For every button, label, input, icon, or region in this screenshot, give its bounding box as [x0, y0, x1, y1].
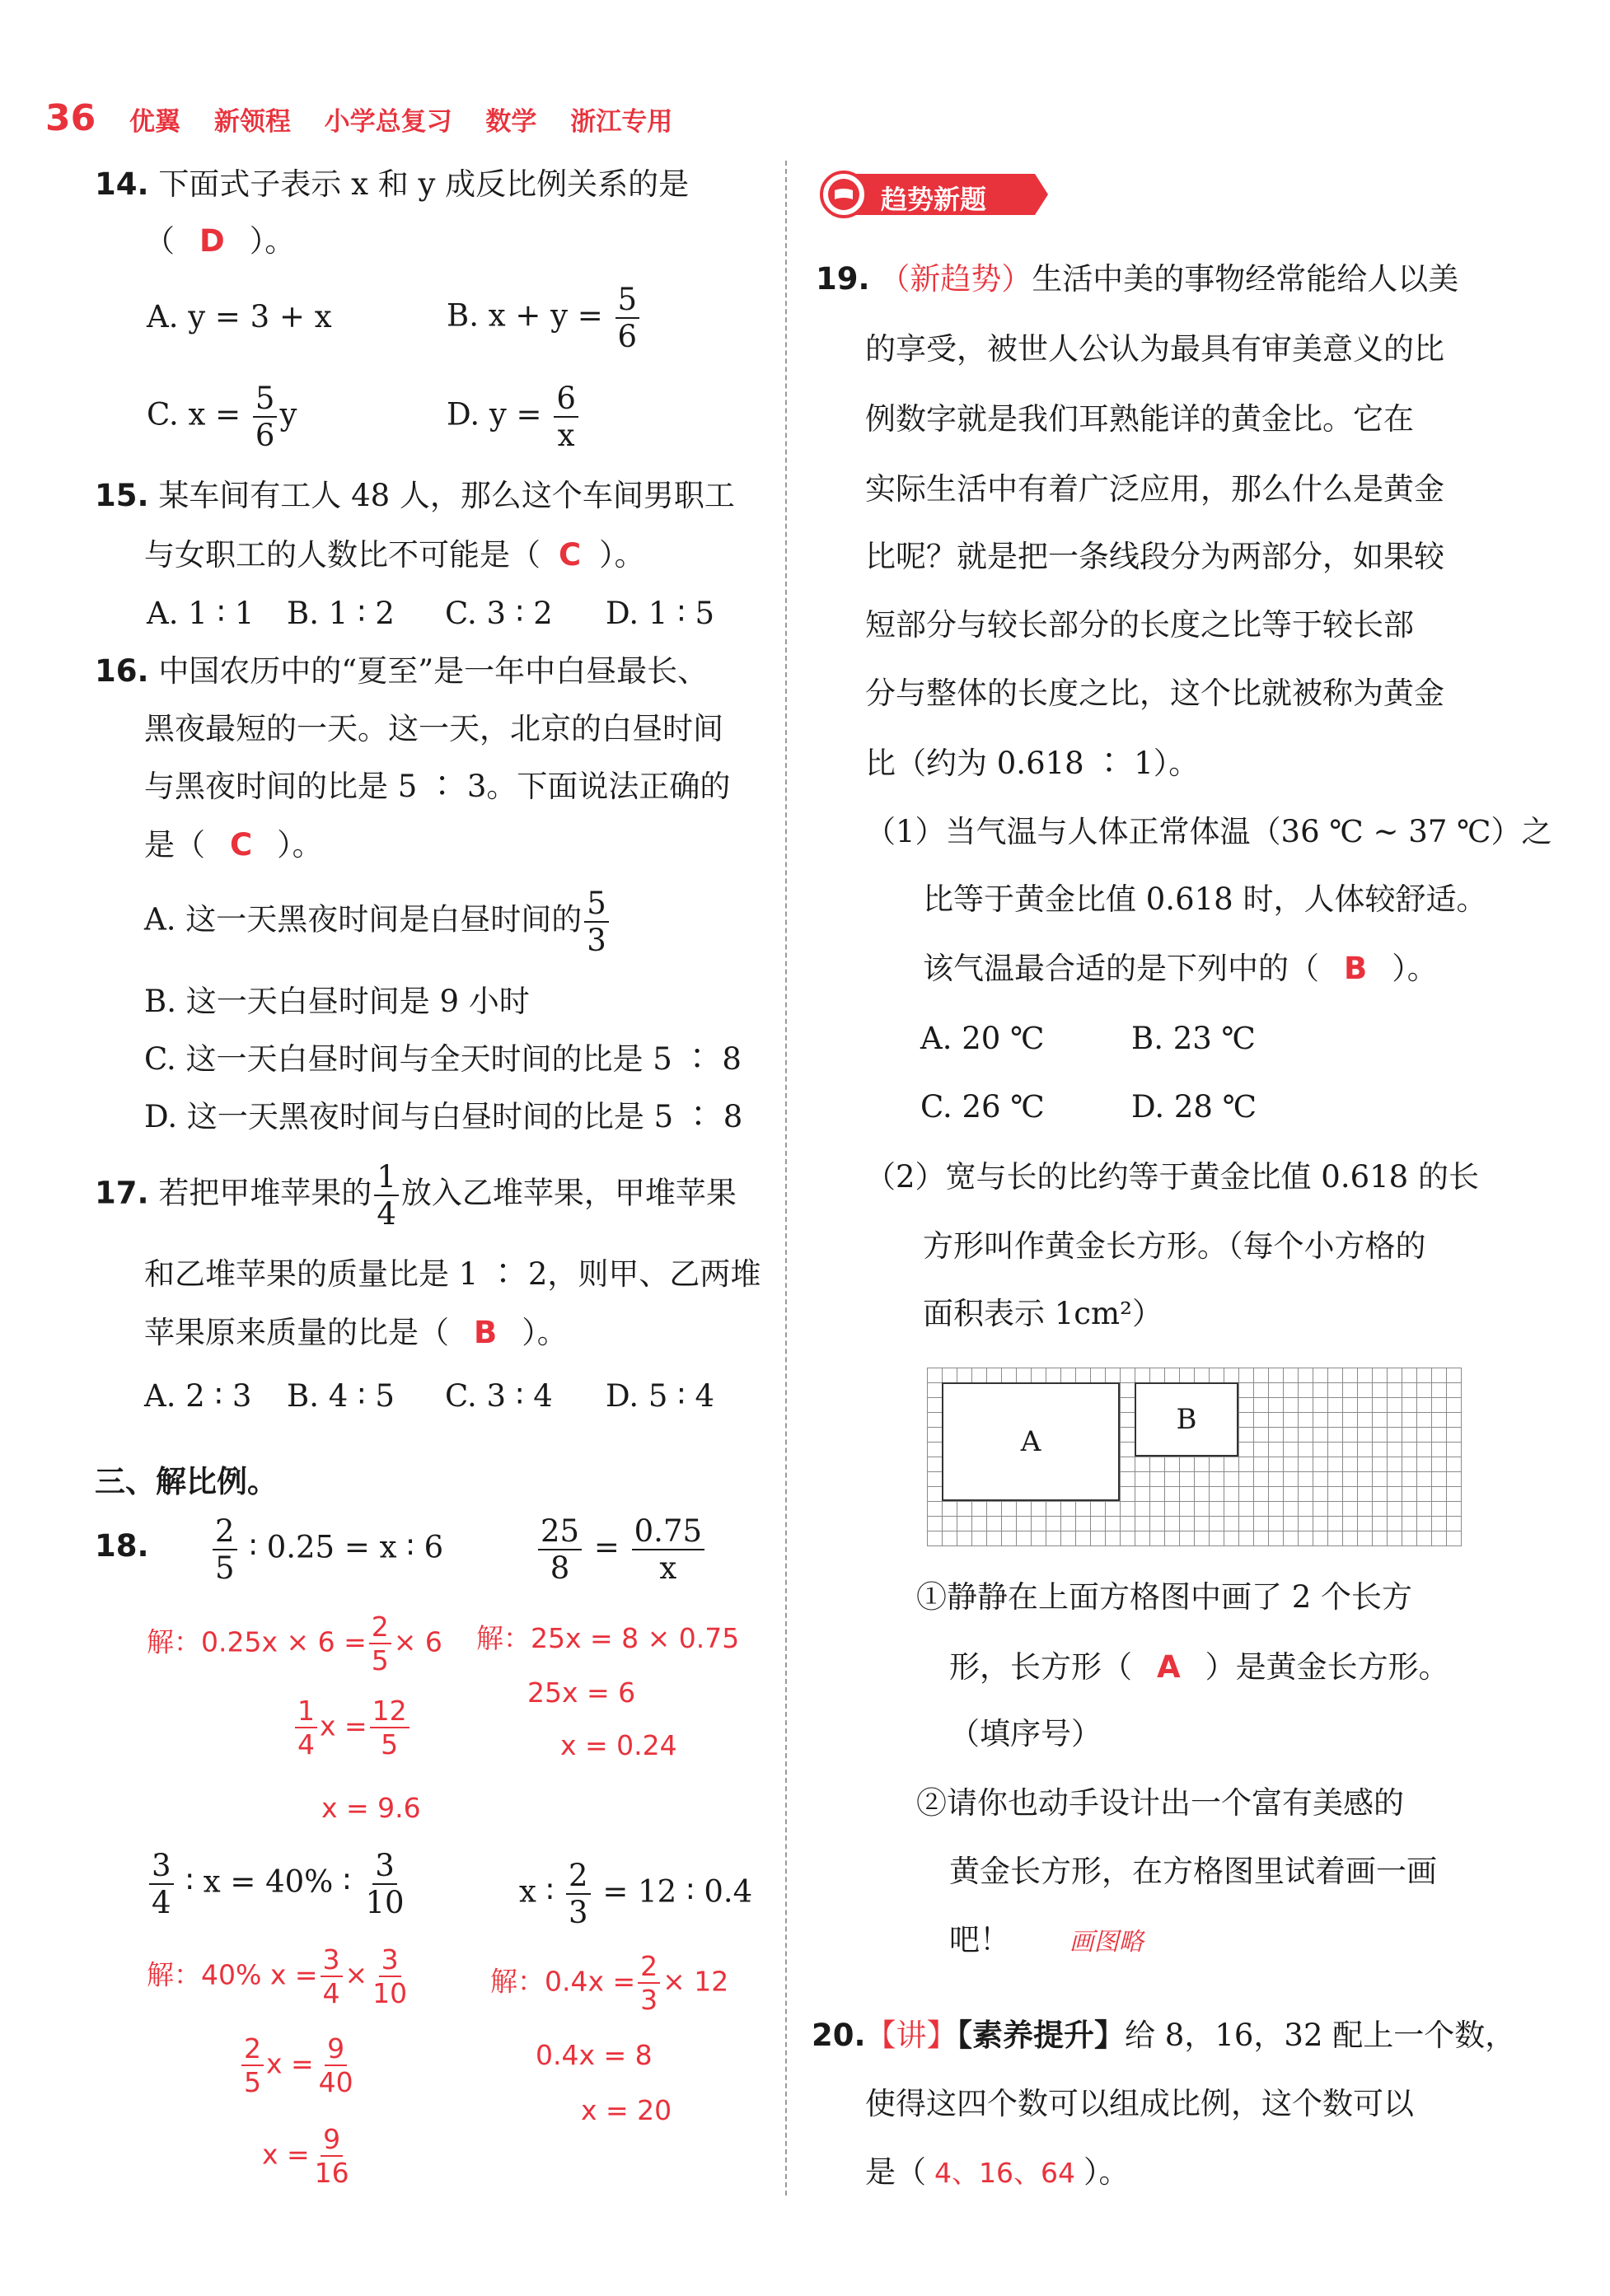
q19-line1: 19. （新趋势）生活中美的事物经常能给人以美 [816, 261, 1459, 297]
q18-solution-1-line2: $\frac{1}{4}$ x = $\frac{12}{5}$ [293, 1697, 412, 1758]
q19-sub1-answer: B [1344, 951, 1368, 986]
q14-answer-line: （ D ）。 [144, 223, 296, 259]
q14-stem: 14. 下面式子表示 x 和 y 成反比例关系的是 [95, 166, 690, 202]
q19-sub1-line2: 比等于黄金比值 0.618 时，人体较舒适。 [923, 881, 1487, 917]
q18-solution-3-line2: $\frac{2}{5}$ x = $\frac{9}{40}$ [239, 2035, 358, 2096]
q18-solution-4-line1: 解：0.4x = $\frac{2}{3}$ × 12 [490, 1950, 729, 2016]
q14-option-c: C. x = $\frac{5}{6}$ y [147, 381, 297, 453]
q17-option-a: A. 2 ∶ 3 [144, 1378, 252, 1414]
header-item: 新领程 [213, 107, 291, 137]
q18-solution-3-line1: 解：40% x = $\frac{3}{4}$ × $\frac{3}{10}$ [147, 1943, 408, 2009]
q15-option-b: B. 1 ∶ 2 [287, 596, 395, 631]
trend-badge [819, 169, 1051, 220]
q17-line3: 苹果原来质量的比是（ B ）。 [144, 1315, 568, 1350]
q19-line: 例数字就是我们耳熟能详的黄金比。它在 [865, 401, 1414, 437]
q18-problem-2: $\frac{25}{8}$ = $\frac{0.75}{x}$ [536, 1516, 707, 1583]
q18-solution-3-line3: x = $\frac{9}{16}$ [262, 2123, 349, 2189]
q19-line: 分与整体的长度之比，这个比就被称为黄金 [865, 676, 1444, 711]
q16-line3: 与黑夜时间的比是 5 ∶ 3。下面说法正确的 [144, 769, 731, 804]
q19-option-a: A. 20 ℃ [920, 1021, 1045, 1056]
q19-option-d: D. 28 ℃ [1131, 1089, 1257, 1125]
q19-sub1-line1: （1）当气温与人体正常体温（36 ℃ ~ 37 ℃）之 [865, 814, 1552, 849]
q19-sub1-line3: 该气温最合适的是下列中的（ B ）。 [923, 951, 1438, 986]
q19-c1-line3: （填序号） [949, 1716, 1102, 1751]
section-title: 三、解比例。 [95, 1464, 278, 1499]
q15-option-d: D. 1 ∶ 5 [606, 596, 715, 631]
q16-line4: 是（ C ）。 [144, 827, 323, 863]
q19-sub2-line1: （2）宽与长的比约等于黄金比值 0.618 的长 [865, 1159, 1479, 1195]
q20-line3: 是（ 4、16、64 ）。 [865, 2154, 1130, 2190]
header-item: 浙江专用 [570, 107, 673, 137]
q20-tag-jiang: 【讲】 [865, 2018, 957, 2053]
q19-line: 实际生活中有着广泛应用，那么什么是黄金 [865, 471, 1444, 507]
q19-option-c: C. 26 ℃ [920, 1089, 1045, 1125]
header-item: 小学总复习 [324, 107, 452, 137]
q18-solution-1-line1: 解：0.25x × 6 = $\frac{2}{5}$ × 6 [147, 1611, 442, 1676]
column-divider [785, 161, 787, 2195]
q14-option-d: D. y = $\frac{6}{x}$ [447, 383, 581, 451]
page-header [45, 97, 697, 139]
q19-c2-line1: ②请你也动手设计出一个富有美感的 [916, 1785, 1404, 1821]
q19-line: 比呢？就是把一条线段分为两部分，如果较 [865, 539, 1444, 574]
q19-sub2-line3: 面积表示 1cm²） [923, 1296, 1163, 1331]
q18-problem-3: $\frac{3}{4}$ ∶ x = 40% ∶ $\frac{3}{10}$ [147, 1850, 410, 1918]
q20-tag-suyang: 【素养提升】 [957, 2018, 1126, 2053]
q19-c2-answer: 画图略 [1069, 1928, 1144, 1957]
q19-sub2-line2: 方形叫作黄金长方形。（每个小方格的 [923, 1228, 1426, 1264]
q19-c2-line2: 黄金长方形，在方格图里试着画一画 [949, 1854, 1437, 1889]
q16-line2: 黑夜最短的一天。这一天，北京的白昼时间 [144, 711, 723, 746]
q15-line2: 与女职工的人数比不可能是（ C ）。 [144, 537, 645, 573]
q16-option-a: A. 这一天黑夜时间是白昼时间的 $\frac{5}{3}$ [144, 888, 611, 956]
q18-solution-2-line2: 25x = 6 [527, 1676, 636, 1709]
q18-solution-1-line3: x = 9.6 [321, 1792, 421, 1824]
header-item: 优翼 [129, 107, 181, 137]
square-grid [927, 1368, 1462, 1546]
badge-label: 趋势新题 [881, 184, 987, 215]
q16-option-d: D. 这一天黑夜时间与白昼时间的比是 5 ∶ 8 [144, 1099, 743, 1134]
q14-option-a: A. y = 3 + x [147, 299, 332, 334]
q18-solution-4-line3: x = 20 [581, 2094, 672, 2126]
q17-line1: 17. 若把甲堆苹果的 $\frac{1}{4}$ 放入乙堆苹果，甲堆苹果 [95, 1159, 737, 1232]
q18-solution-4-line2: 0.4x = 8 [536, 2039, 653, 2071]
q20-line1: 20.【讲】【素养提升】给 8，16，32 配上一个数， [812, 2018, 1516, 2053]
q17-option-c: C. 3 ∶ 4 [445, 1378, 553, 1414]
page-number: 36 [45, 97, 96, 139]
q16-option-c: C. 这一天白昼时间与全天时间的比是 5 ∶ 8 [144, 1041, 742, 1077]
q16-answer: C [230, 827, 253, 863]
q19-c1-line1: ①静静在上面方格图中画了 2 个长方 [916, 1579, 1413, 1615]
q17-option-b: B. 4 ∶ 5 [287, 1378, 395, 1414]
q19-c1-line2: 形，长方形（ A ）是黄金长方形。 [949, 1649, 1449, 1685]
q19-tag: （新趋势） [879, 261, 1032, 297]
q18-problem-4: x ∶ $\frac{2}{3}$ = 12 ∶ 0.4 [519, 1858, 753, 1930]
q19-c1-answer: A [1157, 1649, 1181, 1685]
rectangle-a: A [942, 1382, 1120, 1501]
header-item: 数学 [485, 107, 537, 137]
q15-option-c: C. 3 ∶ 2 [445, 596, 553, 631]
q19-line: 短部分与较长部分的长度之比等于较长部 [865, 607, 1414, 643]
q17-option-d: D. 5 ∶ 4 [606, 1378, 715, 1414]
q16-line1: 16. 中国农历中的“夏至”是一年中白昼最长、 [95, 653, 709, 689]
q15-line1: 15. 某车间有工人 48 人，那么这个车间男职工 [95, 478, 735, 513]
q18-solution-2-line3: x = 0.24 [560, 1729, 677, 1761]
q19-c2-line3: 吧！ 画图略 [949, 1922, 1144, 1957]
q16-option-b: B. 这一天白昼时间是 9 小时 [144, 984, 530, 1019]
q20-line2: 使得这四个数可以组成比例，这个数可以 [865, 2086, 1414, 2121]
q19-line: 的享受，被世人公认为最具有审美意义的比 [865, 331, 1444, 367]
q18-solution-2-line1: 解：25x = 8 × 0.75 [476, 1622, 740, 1654]
q19-option-b: B. 23 ℃ [1131, 1021, 1256, 1056]
q17-answer: B [474, 1315, 498, 1350]
q19-line: 比（约为 0.618 ∶ 1）。 [865, 746, 1200, 781]
q14-answer: D [199, 223, 225, 259]
rectangle-b: B [1135, 1382, 1238, 1457]
q15-option-a: A. 1 ∶ 1 [147, 596, 255, 631]
q14-option-b: B. x + y = $\frac{5}{6}$ [447, 284, 642, 352]
q18-number: 18. [95, 1528, 149, 1564]
q18-problem-1: $\frac{2}{5}$ ∶ 0.25 = x ∶ 6 [210, 1516, 443, 1583]
q20-answer: 4、16、64 [934, 2157, 1075, 2189]
q15-answer: C [559, 537, 582, 573]
q17-line2: 和乙堆苹果的质量比是 1 ∶ 2，则甲、乙两堆 [144, 1256, 761, 1292]
